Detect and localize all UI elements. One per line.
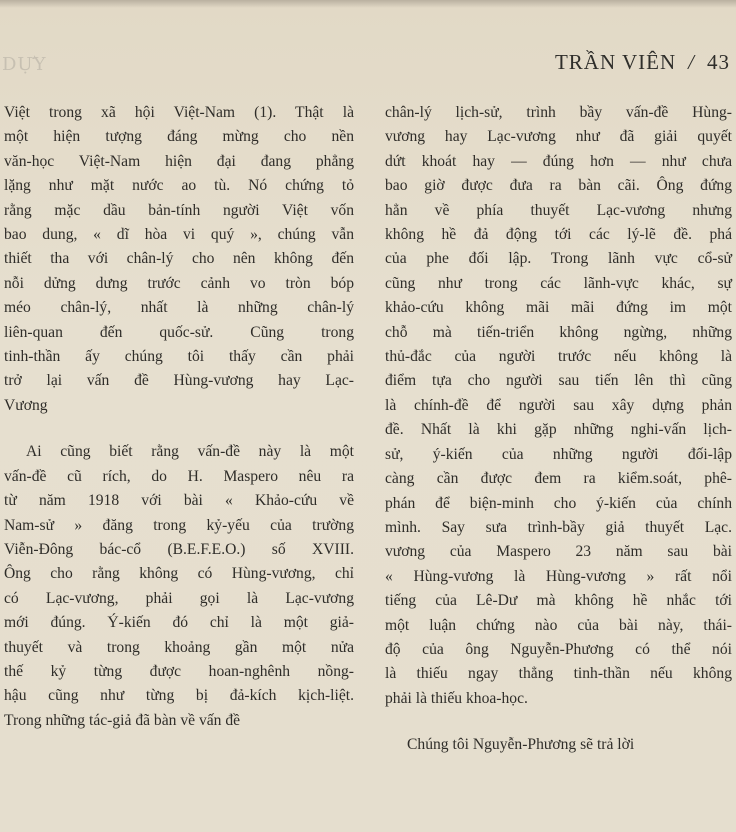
text-line: Nam-sử » đăng trong kỷ-yếu của trường bbox=[4, 516, 354, 534]
text-line: có Lạc-vương, phải gọi là Lạc-vương bbox=[4, 589, 354, 607]
text-line: là chính-đề để người sau xây dựng phản bbox=[385, 396, 732, 414]
text-line: cũng như trong các lãnh-vực khác, sự bbox=[385, 274, 732, 292]
text-line: Ông cho rằng không có Hùng-vương, chỉ bbox=[4, 565, 354, 583]
running-header-left: DỰY bbox=[2, 54, 47, 75]
text-line: phán để biện-minh cho ý-kiến của chính bbox=[385, 494, 732, 512]
left-paragraph-2 bbox=[4, 440, 354, 733]
text-line: bao giờ được đưa ra bàn cãi. Ông đứng bbox=[385, 177, 732, 195]
text-line: càng cần được đem ra kiểm.soát, phê- bbox=[385, 470, 732, 488]
text-line: của phe đối lập. Trong lãnh vực cổ-sử bbox=[385, 250, 732, 268]
text-line: trở lại vấn đề Hùng-vương hay Lạc- bbox=[4, 372, 354, 390]
text-line: Ai cũng biết rằng vấn-đề này là một bbox=[26, 443, 354, 461]
text-line: tinh-thần ấy chúng tôi thấy cần phải bbox=[4, 348, 354, 366]
text-line: thủ-đắc của người trước nếu không là bbox=[385, 348, 732, 366]
text-line: thuyết và trong khoảng gần một nửa bbox=[4, 638, 354, 656]
text-line: dứt khoát hay — đúng hơn — như chưa bbox=[385, 152, 732, 170]
running-header bbox=[0, 50, 736, 84]
text-line: một luận chứng nào của bài này, thái- bbox=[385, 616, 732, 634]
text-line: lặng như mặt nước ao tù. Nó chứng tỏ bbox=[4, 177, 354, 195]
running-header-separator: / bbox=[688, 50, 695, 74]
text-line: Viễn-Đông bác-cổ (B.E.F.E.O.) số XVIII. bbox=[4, 540, 354, 558]
text-line: « Hùng-vương là Hùng-vương » rất nổi bbox=[385, 567, 732, 585]
text-line: là thiếu ngay thẳng tinh-thần nếu không bbox=[385, 665, 732, 683]
right-paragraph-2 bbox=[385, 733, 732, 757]
text-line: Trong những tác-giả đã bàn về vấn đề bbox=[4, 711, 241, 729]
text-line: liên-quan đến quốc-sử. Cũng trong bbox=[4, 323, 354, 341]
text-line: thiết tha với chân-lý cho nên không đến bbox=[4, 250, 354, 268]
text-line: khảo-cứu không mãi mãi đứng im một bbox=[385, 299, 732, 317]
page-edge-shadow bbox=[0, 0, 736, 8]
left-paragraph-1 bbox=[4, 101, 354, 418]
text-line: không hề đả động tới các lý-lẽ đề. phá bbox=[385, 226, 732, 244]
text-line: hẳn về phía thuyết Lạc-vương nhưng bbox=[385, 201, 732, 219]
text-line: văn-học Việt-Nam hiện đại đang phẳng bbox=[4, 152, 354, 170]
right-paragraph-1 bbox=[385, 101, 732, 711]
text-line: vương của Maspero 23 năm sau bài bbox=[385, 543, 732, 561]
text-line: chỗ mà tiến-triển không ngừng, những bbox=[385, 323, 732, 341]
text-line: phải là thiếu khoa-học. bbox=[385, 689, 528, 707]
text-line: mình. Say sưa trình-bầy giả thuyết Lạc. bbox=[385, 518, 732, 536]
text-line: Việt trong xã hội Việt-Nam (1). Thật là bbox=[4, 104, 354, 121]
text-line: Chúng tôi Nguyễn-Phương sẽ trả lời bbox=[407, 736, 635, 754]
text-line: bao dung, « dĩ hòa vi quý », chúng vẫn bbox=[4, 226, 354, 244]
text-line: thế kỷ từng được hoan-nghênh nồng- bbox=[4, 662, 354, 680]
text-line: nỗi dửng dưng trước cảnh vo tròn bóp bbox=[4, 274, 354, 292]
text-line: một hiện tượng đáng mừng cho nền bbox=[4, 128, 354, 146]
text-line: đề. Nhất là khi gặp những nghi-vấn lịch- bbox=[385, 421, 732, 439]
text-line: vương hay Lạc-vương như đã giải quyết bbox=[385, 128, 732, 146]
text-line: tiếng của Lê-Dư mà không hề nhắc tới bbox=[385, 592, 732, 610]
paragraph-gap bbox=[385, 711, 732, 733]
text-line: điểm tựa cho người sau tiến lên thì cũng bbox=[385, 372, 732, 390]
text-line: vấn-đề cũ rích, do H. Maspero nêu ra bbox=[4, 467, 354, 485]
text-line: độ của ông Nguyễn-Phương có thể nói bbox=[385, 640, 732, 658]
text-line: hậu cũng như từng bị đả-kích kịch-liệt. bbox=[4, 687, 354, 705]
running-header-right bbox=[555, 50, 730, 75]
text-line: chân-lý lịch-sử, trình bầy vấn-đề Hùng- bbox=[385, 104, 732, 121]
text-line: rằng mặc dầu bản-tính người Việt vốn bbox=[4, 201, 354, 219]
text-line: sử, ý-kiến của những người đối-lập bbox=[385, 445, 732, 463]
text-line: từ năm 1918 với bài « Khảo-cứu về bbox=[4, 492, 354, 510]
page-number: 43 bbox=[707, 50, 730, 74]
text-line: mới đúng. Ý-kiến đó chỉ là một giả- bbox=[4, 614, 354, 632]
text-line: méo chân-lý, nhất là những chân-lý bbox=[4, 299, 354, 317]
left-column bbox=[4, 101, 354, 733]
right-column bbox=[385, 101, 732, 758]
text-line: Vương bbox=[4, 396, 48, 414]
paragraph-gap bbox=[4, 418, 354, 440]
running-header-author: TRẦN VIÊN bbox=[554, 50, 677, 74]
